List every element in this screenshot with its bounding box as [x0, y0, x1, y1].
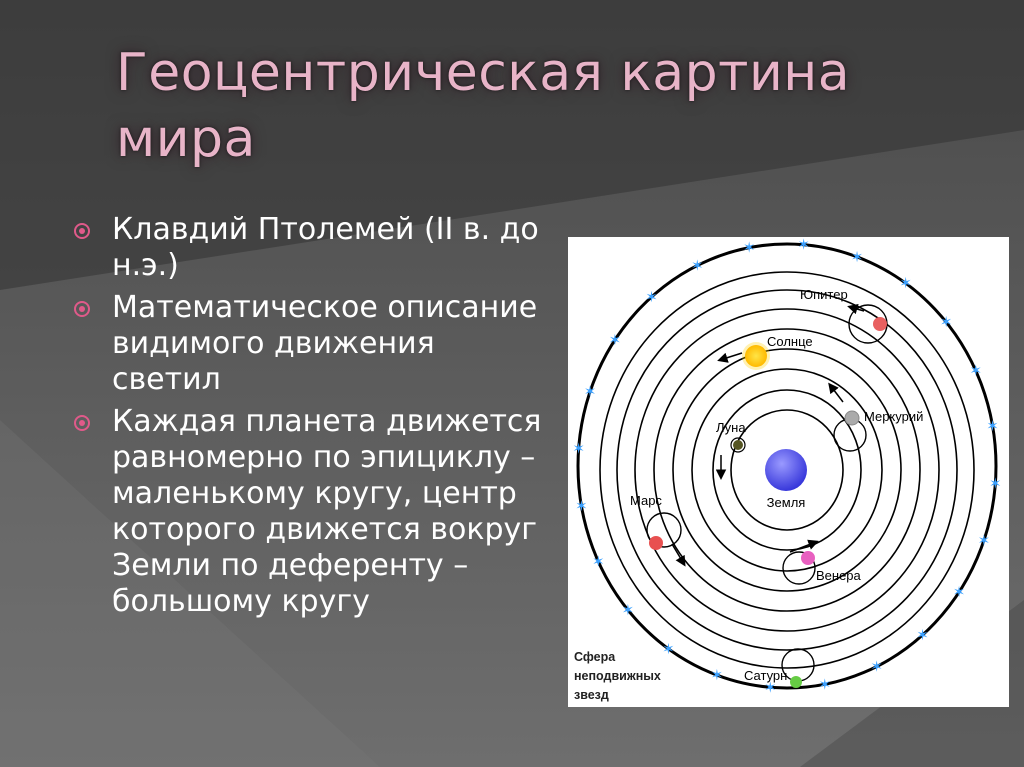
star-icon: ✶ — [977, 532, 991, 550]
venus-icon — [801, 551, 815, 565]
star-icon: ✶ — [916, 627, 929, 645]
bullet-list — [72, 212, 552, 626]
mercury-icon — [845, 411, 859, 425]
earth-label: Земля — [766, 495, 806, 510]
bullet-item — [72, 404, 552, 620]
sun-motion-arrow — [720, 353, 742, 360]
slide-title: Геоцентрическая картина мира — [116, 43, 851, 169]
star-icon: ✶ — [710, 667, 724, 685]
star-icon: ✶ — [850, 248, 864, 266]
star-icon: ✶ — [870, 658, 883, 676]
bullet-circle-icon — [74, 415, 90, 431]
star-icon: ✶ — [952, 584, 966, 602]
star-icon: ✶ — [608, 331, 622, 349]
sun-glow — [742, 342, 770, 370]
mars-icon — [649, 536, 663, 550]
star-icon: ✶ — [818, 676, 832, 694]
sphere-label-line3: звезд — [574, 688, 609, 702]
saturn-label: Сатурн — [744, 668, 788, 683]
venus-label: Венера — [816, 568, 861, 583]
star-icon: ✶ — [583, 383, 597, 401]
earth-icon — [765, 449, 807, 491]
sun-label: Солнце — [767, 334, 813, 349]
sphere-label — [574, 650, 664, 702]
venus-motion-arrow — [790, 542, 816, 552]
star-icon: ✶ — [572, 440, 585, 458]
star-icon: ✶ — [691, 257, 704, 275]
star-icon: ✶ — [939, 314, 953, 332]
star-icon: ✶ — [575, 498, 588, 516]
star-icon: ✶ — [742, 239, 756, 257]
sphere-label-line2: неподвижных — [574, 669, 661, 683]
saturn-icon — [790, 676, 802, 688]
star-icon: ✶ — [764, 679, 777, 697]
bullet-circle-icon — [74, 301, 90, 317]
geocentric-diagram — [568, 237, 1009, 707]
star-icon: ✶ — [989, 475, 1002, 493]
bullet-text: Клавдий Птолемей (II в. до н.э.) — [112, 212, 539, 283]
star-icon: ✶ — [662, 640, 675, 658]
mars-motion-arrow — [672, 544, 684, 564]
mercury-label: Меркурий — [864, 409, 924, 424]
moon-icon — [733, 440, 743, 450]
star-icon: ✶ — [986, 417, 999, 435]
bullet-item — [72, 290, 552, 398]
star-icon: ✶ — [797, 237, 810, 254]
bullet-text: Математическое описание видимого движения светил — [112, 290, 538, 397]
jupiter-icon — [873, 317, 887, 331]
jupiter-label: Юпитер — [800, 287, 848, 302]
mars-label: Марс — [630, 493, 662, 508]
star-icon: ✶ — [969, 362, 983, 380]
star-icon: ✶ — [621, 601, 635, 619]
bullet-text: Каждая планета движется равномерно по эпициклу – маленькому кругу, центр которого движется вокруг Земли по деференту – большому кругу — [112, 404, 542, 619]
star-icon: ✶ — [591, 553, 605, 571]
bullet-circle-icon — [74, 223, 90, 239]
star-icon: ✶ — [899, 275, 912, 293]
bullet-item — [72, 212, 552, 284]
star-icon: ✶ — [645, 288, 658, 306]
sphere-label-line1: Сфера — [574, 650, 616, 664]
moon-label: Луна — [716, 420, 746, 435]
